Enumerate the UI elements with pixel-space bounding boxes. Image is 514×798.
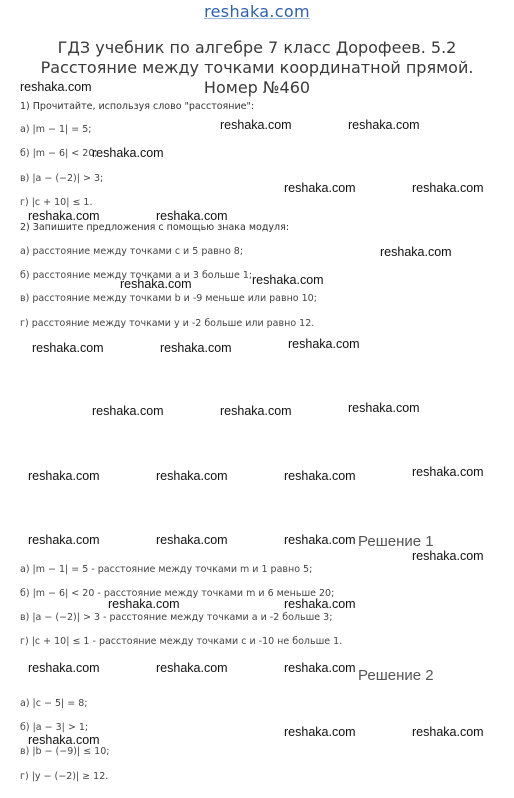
part2-item-d: г) расстояние между точками y и -2 больше или равно 12.	[20, 318, 315, 329]
part2-item-c: в) расстояние между точками b и -9 меньше или равно 10;	[20, 293, 317, 304]
solution2-item-b: б) |a − 3| > 1;	[20, 722, 89, 733]
part2-heading: 2) Запишите предложения с помощью знака модуля:	[20, 222, 290, 233]
part2-item-a: а) расстояние между точками c и 5 равно 8;	[20, 246, 244, 257]
watermark: reshaka.com	[284, 725, 356, 739]
watermark: reshaka.com	[348, 401, 420, 415]
solution1-item-a: а) |m − 1| = 5 - расстояние между точками m и 1 равно 5;	[20, 564, 313, 575]
solution2-item-a: а) |c − 5| = 8;	[20, 698, 88, 709]
solution2-title: Решение 2	[358, 667, 434, 684]
solution1-item-d: г) |c + 10| ≤ 1 - расстояние между точками c и -10 не больше 1.	[20, 636, 343, 647]
watermark: reshaka.com	[220, 118, 292, 132]
watermark: reshaka.com	[28, 469, 100, 483]
solution1-item-b: б) |m − 6| < 20 - расстояние между точками m и 6 меньше 20;	[20, 588, 335, 599]
solution1-title: Решение 1	[358, 533, 434, 550]
watermark: reshaka.com	[20, 80, 92, 94]
watermark: reshaka.com	[156, 209, 228, 223]
watermark: reshaka.com	[284, 469, 356, 483]
watermark: reshaka.com	[160, 341, 232, 355]
part2-item-b: б) расстояние между точками a и 3 больше 1;	[20, 270, 253, 281]
part1-item-c: в) |a − (−2)| > 3;	[20, 173, 104, 184]
watermark: reshaka.com	[412, 465, 484, 479]
watermark: reshaka.com	[156, 661, 228, 675]
watermark: reshaka.com	[284, 597, 356, 611]
solution1-item-c: в) |a − (−2)| > 3 - расстояние между точками a и -2 больше 3;	[20, 612, 333, 623]
watermark: reshaka.com	[28, 533, 100, 547]
part1-heading: 1) Прочитайте, используя слово "расстояние":	[20, 101, 255, 112]
watermark: reshaka.com	[156, 469, 228, 483]
watermark: reshaka.com	[412, 549, 484, 563]
watermark: reshaka.com	[252, 273, 324, 287]
watermark: reshaka.com	[348, 118, 420, 132]
watermark: reshaka.com	[92, 404, 164, 418]
watermark: reshaka.com	[120, 277, 192, 291]
part1-item-b: б) |m − 6| < 20;	[20, 148, 98, 159]
watermark: reshaka.com	[92, 146, 164, 160]
watermark: reshaka.com	[284, 181, 356, 195]
watermark: reshaka.com	[32, 341, 104, 355]
part1-item-d: г) |c + 10| ≤ 1.	[20, 197, 93, 208]
page-title: ГДЗ учебник по алгебре 7 класс Дорофеев. 5.2 Расстояние между точками координатной прямой. Номер №460	[40, 38, 474, 97]
watermark: reshaka.com	[108, 597, 180, 611]
watermark: reshaka.com	[412, 181, 484, 195]
watermark: reshaka.com	[284, 533, 356, 547]
solution2-item-c: в) |b − (−9)| ≤ 10;	[20, 746, 110, 757]
watermark: reshaka.com	[380, 245, 452, 259]
watermark: reshaka.com	[284, 661, 356, 675]
watermark: reshaka.com	[28, 209, 100, 223]
solution2-item-d: г) |y − (−2)| ≥ 12.	[20, 771, 109, 782]
watermark: reshaka.com	[288, 337, 360, 351]
part1-item-a: а) |m − 1| = 5;	[20, 124, 92, 135]
site-logo[interactable]: reshaka.com	[204, 2, 310, 21]
watermark: reshaka.com	[28, 733, 100, 747]
watermark: reshaka.com	[28, 661, 100, 675]
watermark: reshaka.com	[412, 725, 484, 739]
watermark: reshaka.com	[156, 533, 228, 547]
watermark: reshaka.com	[220, 404, 292, 418]
